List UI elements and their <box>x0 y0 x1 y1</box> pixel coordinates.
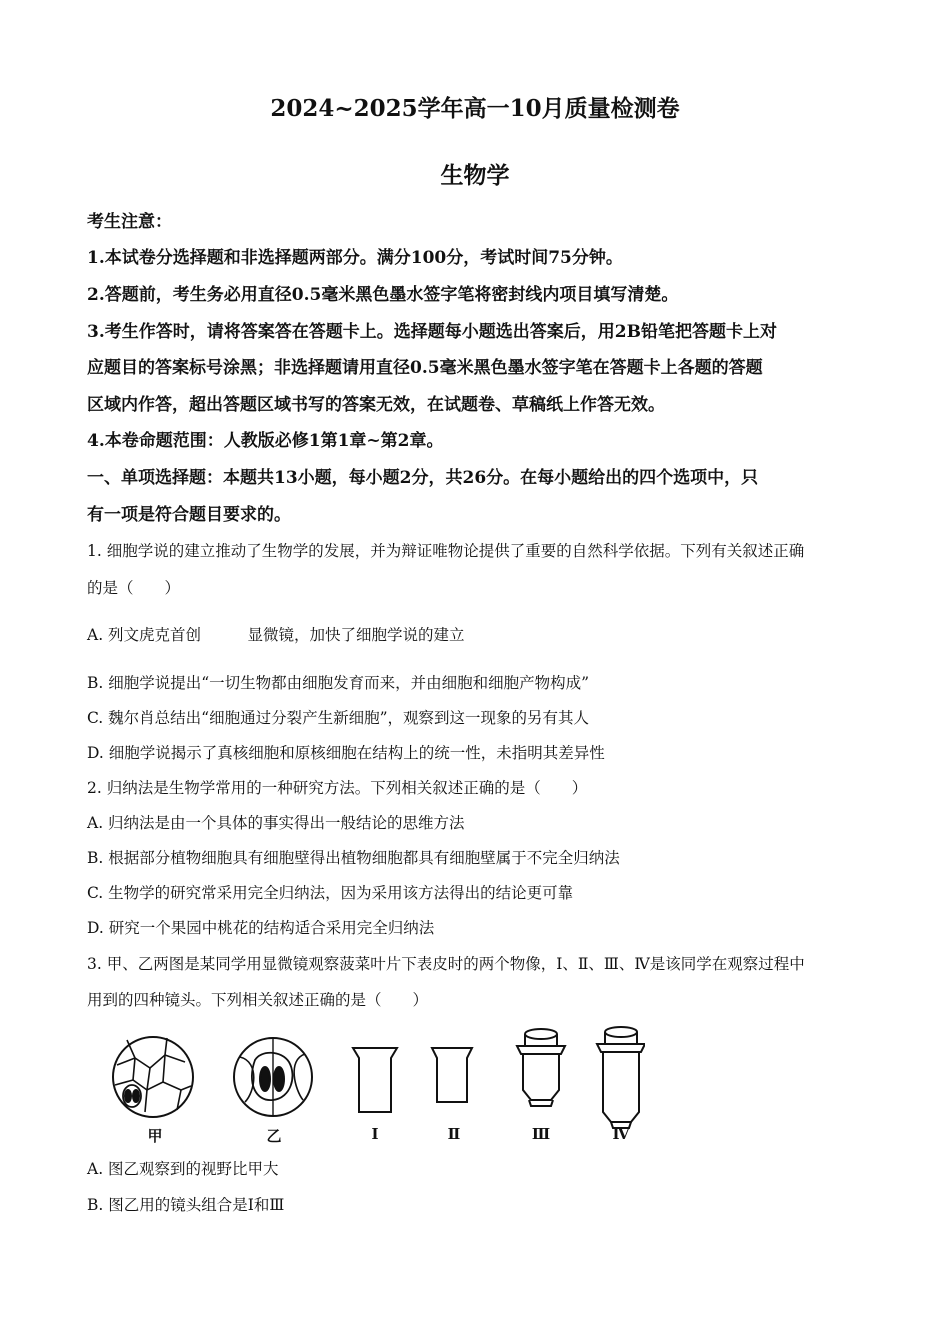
question-2-option-d: D. 研究一个果园中桃花的结构适合采用完全归纳法 <box>87 919 435 937</box>
notice-item: 应题目的答案标号涂黑；非选择题请用直径0.5毫米黑色墨水签字笔在答题卡上各题的答题 <box>87 358 763 378</box>
question-1-option-d: D. 细胞学说揭示了真核细胞和原核细胞在结构上的统一性，未指明其差异性 <box>87 744 605 762</box>
question-2-option-c: C. 生物学的研究常采用完全归纳法，因为采用该方法得出的结论更可靠 <box>87 884 574 902</box>
notice-heading: 考生注意： <box>87 212 172 232</box>
view-jia-image <box>113 1037 193 1117</box>
exam-subject: 生物学 <box>440 162 510 189</box>
question-2-option-b: B. 根据部分植物细胞具有细胞壁得出植物细胞都具有细胞壁属于不完全归纳法 <box>87 849 620 867</box>
section-heading: 有一项是符合题目要求的。 <box>87 505 291 525</box>
question-3-stem: 用到的四种镜头。下列相关叙述正确的是（ ） <box>87 991 429 1009</box>
objective-4-image <box>597 1027 645 1128</box>
notice-item: 区域内作答，超出答题区域书写的答案无效，在试题卷、草稿纸上作答无效。 <box>87 395 665 415</box>
question-2-option-a: A. 归纳法是由一个具体的事实得出一般结论的思维方法 <box>87 814 465 832</box>
question-1-option-b: B. 细胞学说提出“一切生物都由细胞发育而来，并由细胞和细胞产物构成” <box>87 674 590 692</box>
figure-label-1: I <box>371 1125 379 1143</box>
figure-label-jia: 甲 <box>147 1127 163 1145</box>
notice-item: 4.本卷命题范围：人教版必修1第1章~第2章。 <box>87 431 444 451</box>
notice-item: 1.本试卷分选择题和非选择题两部分。满分100分，考试时间75分钟。 <box>87 248 623 268</box>
question-3-option-b: B. 图乙用的镜头组合是I和Ⅲ <box>87 1196 285 1214</box>
figure-label-yi: 乙 <box>266 1127 282 1145</box>
objective-3-image <box>517 1029 565 1106</box>
notice-item: 2.答题前，考生务必用直径0.5毫米黑色墨水签字笔将密封线内项目填写清楚。 <box>87 285 679 305</box>
figure-label-3: Ⅲ <box>531 1125 551 1143</box>
question-2-stem: 2. 归纳法是生物学常用的一种研究方法。下列相关叙述正确的是（ ） <box>87 779 588 797</box>
question-1-option-a: A. 列文虎克首创 显微镜，加快了细胞学说的建立 <box>87 626 465 644</box>
view-yi-image <box>234 1038 312 1116</box>
figure-label-2: Ⅱ <box>447 1125 461 1143</box>
notice-item: 3.考生作答时，请将答案答在答题卡上。选择题每小题选出答案后，用2B铅笔把答题卡上对 <box>87 322 777 342</box>
question-1-stem: 的是（ ） <box>87 579 181 597</box>
question-1-stem: 1. 细胞学说的建立推动了生物学的发展，并为辩证唯物论提供了重要的自然科学依据。下列有关叙述正确 <box>87 542 805 560</box>
question-3-stem: 3. 甲、乙两图是某同学用显微镜观察菠菜叶片下表皮时的两个物像，I、Ⅱ、Ⅲ、Ⅳ是该同学在观察过程中 <box>87 955 805 973</box>
eyepiece-2-image <box>432 1048 472 1102</box>
figure-label-4: Ⅳ <box>612 1125 630 1143</box>
section-heading: 一、单项选择题：本题共13小题，每小题2分，共26分。在每小题给出的四个选项中，只 <box>87 468 759 488</box>
exam-title: 2024~2025学年高一10月质量检测卷 <box>270 95 680 122</box>
question-1-option-c: C. 魏尔肖总结出“细胞通过分裂产生新细胞”，观察到这一现象的另有其人 <box>87 709 590 727</box>
question-3-option-a: A. 图乙观察到的视野比甲大 <box>87 1160 279 1178</box>
eyepiece-1-image <box>353 1048 397 1112</box>
